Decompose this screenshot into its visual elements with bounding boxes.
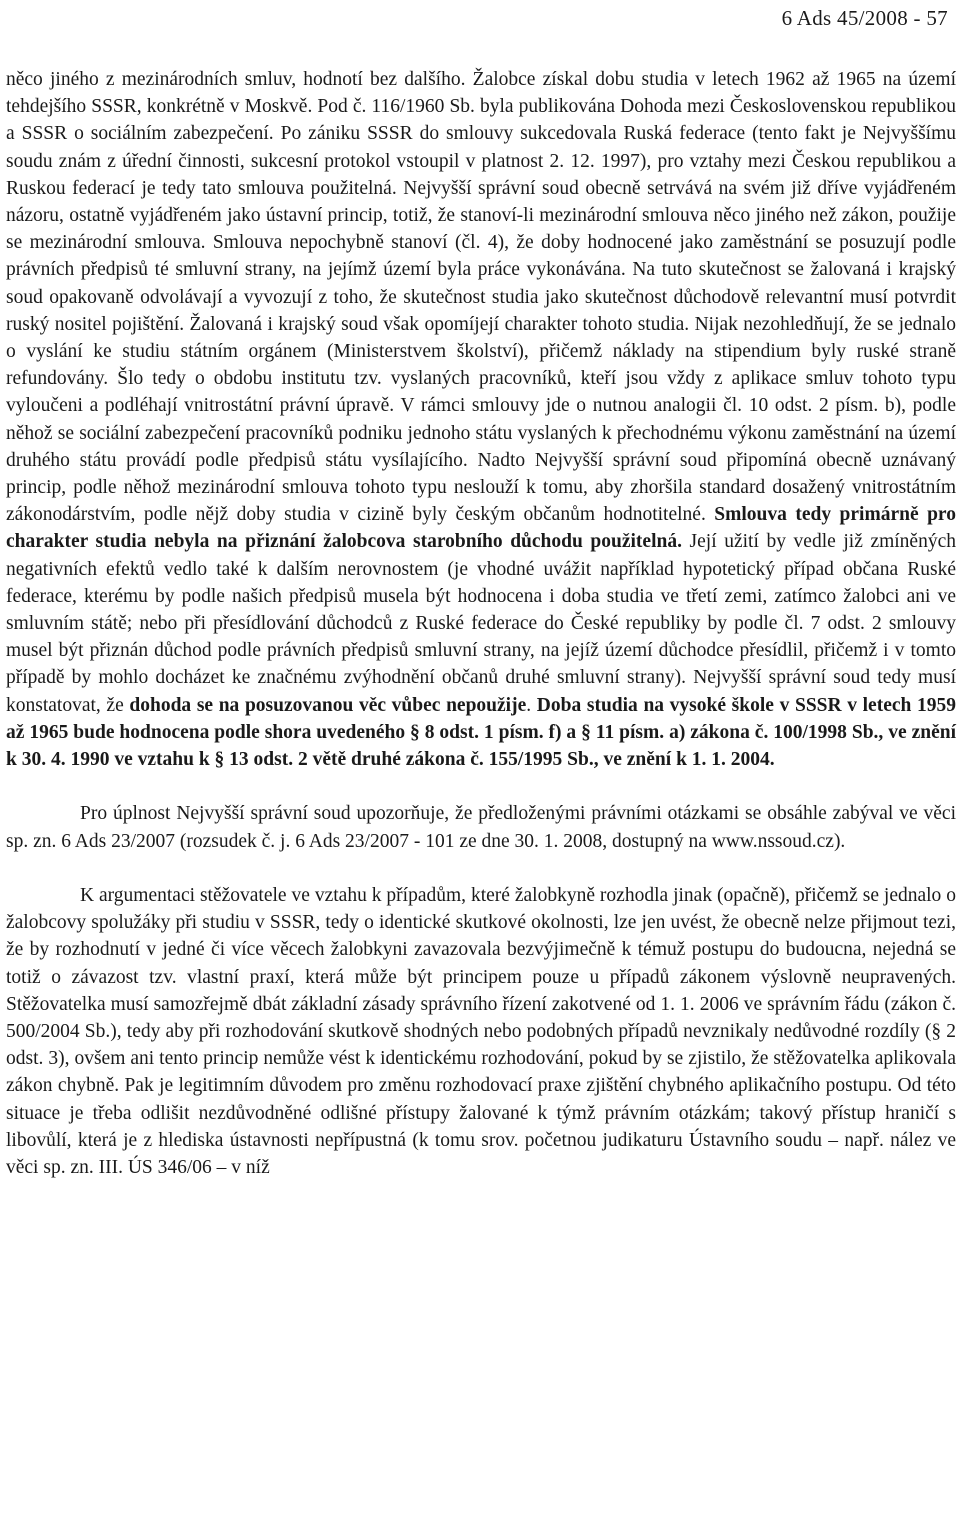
page-reference-header: 6 Ads 45/2008 - 57: [781, 6, 948, 30]
paragraph-2: Pro úplnost Nejvyšší správní soud upozorňuje, že předloženými právními otázkami se obsáhle zabýval ve věci sp. zn. 6 Ads 23/2007 (rozsudek č. j. 6 Ads 23/2007 - 101 ze dne 30. 1. 2008, dostupný na www.nssoud.cz).: [6, 803, 956, 852]
paragraph-1-text-c: .: [526, 694, 537, 716]
paragraph-1-bold-b: dohoda se na posuzovanou věc vůbec nepoužije: [129, 694, 527, 716]
document-body: [6, 66, 956, 1181]
paragraph-1-bold-a: Smlouva tedy primárně pro charakter studia nebyla na přiznání žalobcova starobního důchodu použitelná.: [6, 504, 956, 553]
paragraph-3: K argumentaci stěžovatele ve vztahu k případům, které žalobkyně rozhodla jinak (opačně), přičemž se jednalo o žalobcovy spolužáky při studiu v SSSR, tedy o identické skutkové okolnosti, lze jen uvést, že obecně nelze přijmout tezi, že by rozhodnutí v jedné či více věcech žalobkyni zavazovala bezvýjimečně k témuž postupu do budoucna, nejedná se totiž o závazost tzv. vlastní praxí, která může být principem pouze u případů zákonem výslovně neupravených. Stěžovatelka musí samozřejmě dbát základní zásady správního řízení zakotvené od 1. 1. 2006 ve správním řádu (zákon č. 500/2004 Sb.), tedy aby při rozhodování skutkově shodných nebo podobných případů nevznikaly nedůvodné rozdíly (§ 2 odst. 3), ovšem ani tento princip nemůže vést k identickému rozhodování, pokud by se zjistilo, že stěžovatelka aplikovala zákon chybně. Pak je legitimním důvodem pro změnu rozhodovací praxe zjištění chybného aplikačního postupu. Od této situace je třeba odlišit nezdůvodněné odlišné přístupy žalované k týmž právním otázkám; takový přístup hraničí s libovůlí, která je z hlediska ústavnosti nepřípustná (k tomu srov. početnou judikaturu Ústavního soudu – např. nález ve věci sp. zn. III. ÚS 346/06 – v níž: [6, 885, 956, 1179]
paragraph-1: [6, 66, 956, 773]
paragraph-1-bold-c: Doba studia na vysoké škole v SSSR v letech 1959 až 1965 bude hodnocena podle shora uvedeného § 8 odst. 1 písm. f) a § 11 písm. a) zákona č. 100/1998 Sb., ve znění k 30. 4. 1990 ve vztahu k § 13 odst. 2 větě druhé zákona č. 155/1995 Sb., ve znění k 1. 1. 2004.: [6, 694, 957, 771]
paragraph-1-text-a: něco jiného z mezinárodních smluv, hodnotí bez dalšího. Žalobce získal dobu studia v letech 1962 až 1965 na území tehdejšího SSSR, konkrétně v Moskvě. Pod č. 116/1960 Sb. byla publikována Dohoda mezi Československou republikou a SSSR o sociálním zabezpečení. Po zániku SSSR do smlouvy sukcedovala Ruská federace (tento fakt je Nejvyššímu soudu znám z úřední činnosti, sukcesní protokol vstoupil v platnost 2. 12. 1997), pro vztahy mezi Českou republikou a Ruskou federací je tedy tato smlouva použitelná. Nejvyšší správní soud obecně setrvává na svém již dříve vyjádřeném názoru, ostatně vyjádřeném jako ústavní princip, totiž, že stanoví-li mezinárodní smlouva něco jiného než zákon, použije se mezinárodní smlouva. Smlouva nepochybně stanoví (čl. 4), že doby hodnocené jako zaměstnání se posuzují podle právních předpisů té smluvní strany, na jejímž území byla práce vykonávána. Na tuto skutečnost se žalovaná i krajský soud opakovaně odvolávají a vyvozují z toho, že skutečnost studia jako skutečnost důchodově relevantní musí potvrdit ruský nositel pojištění. Žalovaná i krajský soud však opomíjejí charakter tohoto studia. Nijak nezohledňují, že se jednalo o vyslání ke studiu státním orgánem (Ministerstvem školství), přičemž náklady na stipendium byly ruské straně refundovány. Šlo tedy o obdobu institutu tzv. vyslaných pracovníků, kteří jsou vždy z aplikace smluv tohoto typu vyloučeni a podléhají vnitrostátní právní úpravě. V rámci smlouvy jde o nutnou analogii čl. 10 odst. 2 písm. b), podle něhož se sociální zabezpečení pracovníků podniku jednoho státu vyslaných k přechodnému výkonu zaměstnání na území druhého státu provádí podle předpisů státu vysílajícího. Nadto Nejvyšší správní soud připomíná obecně uznávaný princip, podle něhož mezinárodní smlouva tohoto typu neslouží k tomu, aby zhoršila standard dosažený vnitrostátním zákonodárstvím, podle nějž doby studia v cizině byly českým občanům hodnotitelné.: [6, 69, 956, 526]
paragraph-1-text-b: Její užití by vedle již zmíněných negativních efektů vedlo také k dalším nerovnostem (je vhodné uvážit například hypotetický případ občana Ruské federace, kterému by podle našich předpisů musela být hodnocena i doba studia ve třetí zemi, zatímco žalobci ani ve smluvním státě; nebo při přesídlování důchodců z Ruské federace do České republiky by podle čl. 7 odst. 2 smlouvy musel být přiznán důchod podle právních předpisů smluvní strany, na jejíž území důchodce přesídlil, přičemž i v tomto případě by mohlo docházet ke značnému zvýhodnění občanů druhé smluvní strany). Nejvyšší správní soud tedy musí konstatovat, že: [6, 531, 956, 716]
